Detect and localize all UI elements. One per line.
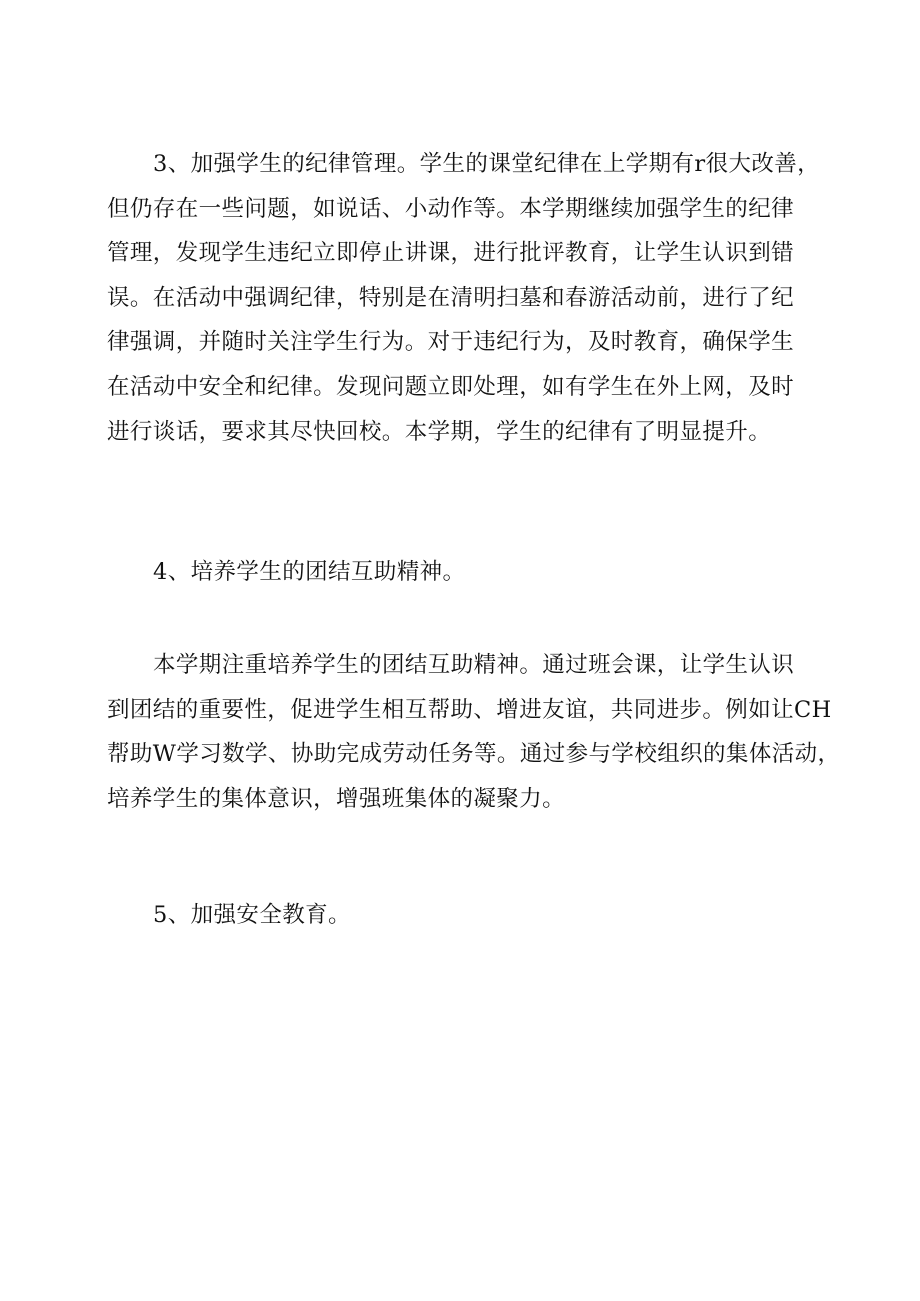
paragraph-line: 律强调，并随时关注学生行为。对于违纪行为，及时教育，确保学生 xyxy=(107,329,795,356)
section-heading-text: 5、加强安全教育。 xyxy=(153,902,351,928)
section-heading-text: 4、培养学生的团结互助精神。 xyxy=(153,559,466,585)
section-heading-unity xyxy=(107,550,807,595)
paragraph-line: 培养学生的集体意识，增强班集体的凝聚力。 xyxy=(107,785,566,812)
paragraph-line: 管理，发现学生违纪立即停止讲课，进行批评教育，让学生认识到错 xyxy=(107,240,795,267)
paragraph-line: 到团结的重要性，促进学生相互帮助、增进友谊，共同进步。例如让CH xyxy=(107,696,832,723)
paragraph-line: 帮助W学习数学、协助完成劳动任务等。通过参与学校组织的集体活动， xyxy=(107,741,841,768)
paragraph-line: 误。在活动中强调纪律，特别是在清明扫墓和春游活动前，进行了纪 xyxy=(107,284,795,311)
paragraph-line: 但仍存在一些问题，如说话、小动作等。本学期继续加强学生的纪律 xyxy=(107,195,795,222)
section-heading-safety xyxy=(107,893,807,938)
paragraph-line: 在活动中安全和纪律。发现问题立即处理，如有学生在外上网，及时 xyxy=(107,373,795,400)
paragraph-line: 本学期注重培养学生的团结互助精神。通过班会课，让学生认识 xyxy=(153,652,795,678)
paragraph-line: 3、加强学生的纪律管理。学生的课堂纪律在上学期有r很大改善， xyxy=(153,151,821,177)
paragraph-line: 进行谈话，要求其尽快回校。本学期，学生的纪律有了明显提升。 xyxy=(107,418,772,445)
paragraph-unity-mutual-help xyxy=(107,643,841,821)
paragraph-discipline-management xyxy=(107,142,821,454)
